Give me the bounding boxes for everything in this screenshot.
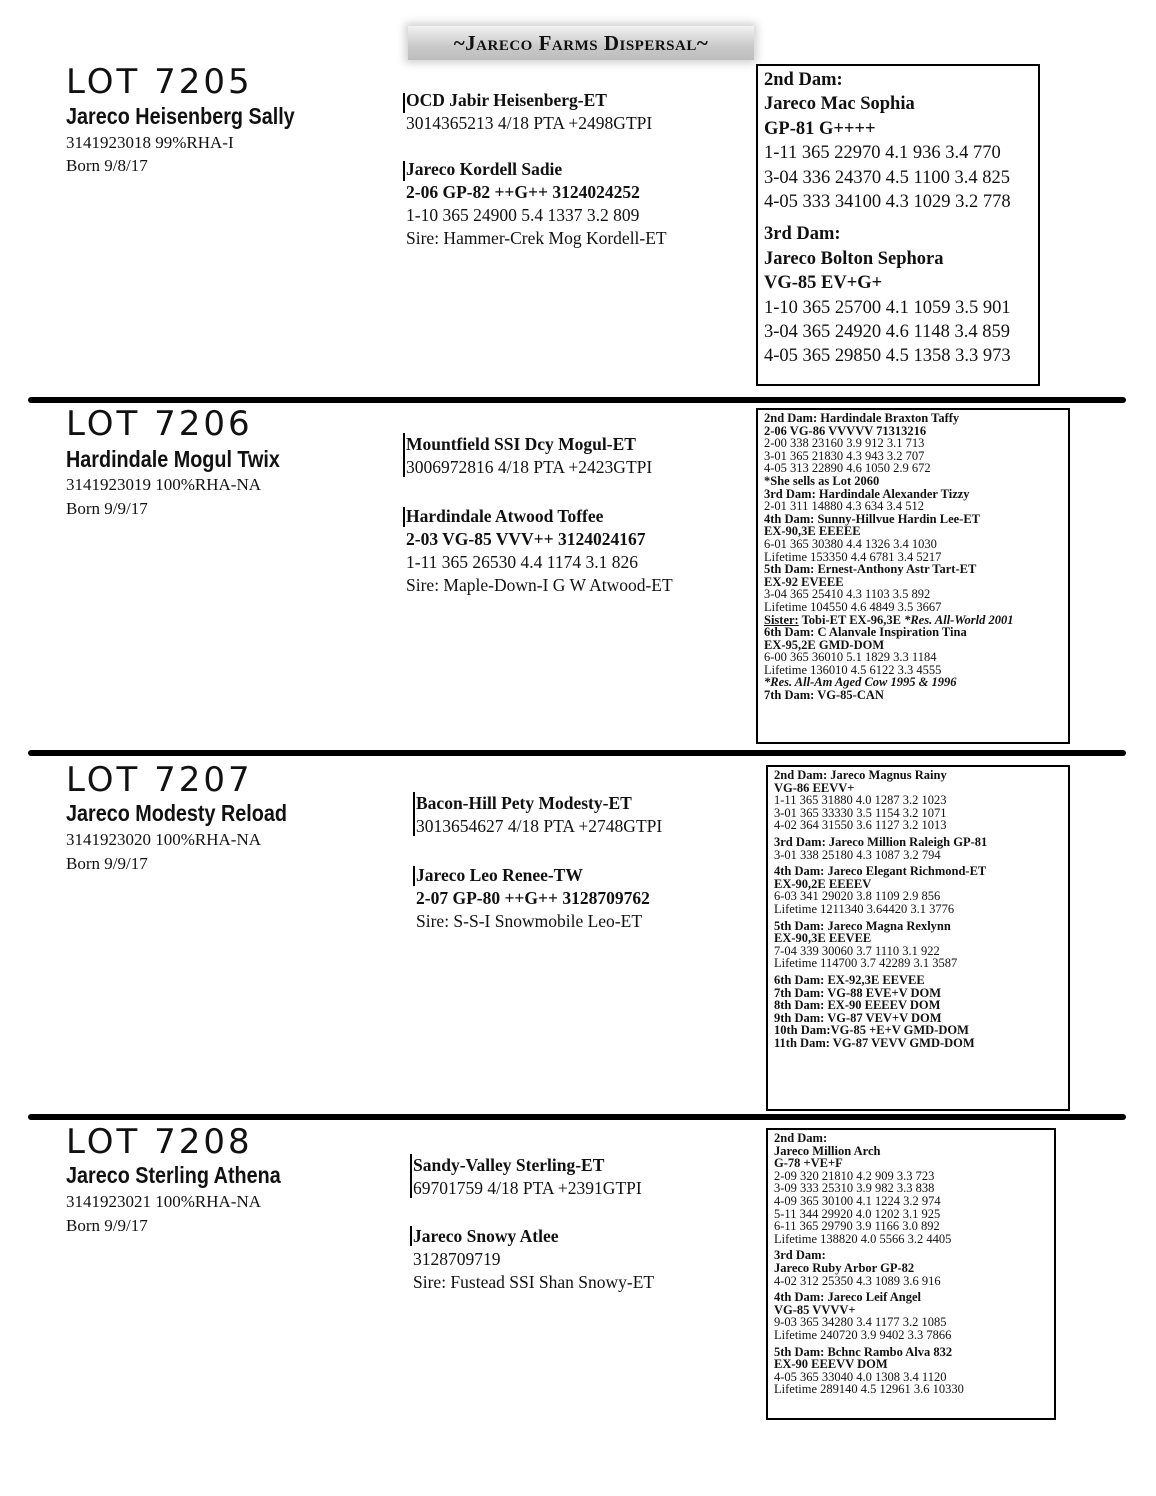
ancestry-line: 4-02 312 25350 4.3 1089 3.6 916 bbox=[774, 1273, 941, 1288]
ancestry-line: EX-90,2E EEEEV bbox=[774, 876, 872, 891]
ancestry-line: Lifetime 1211340 3.64420 3.1 3776 bbox=[774, 901, 955, 916]
dam-name: Jareco Kordell Sadie bbox=[406, 159, 563, 179]
animal-name: Hardindale Mogul Twix bbox=[66, 446, 280, 472]
sire-bracket bbox=[410, 1154, 412, 1198]
dam-score: 2-07 GP-80 ++G++ 3128709762 bbox=[416, 888, 650, 908]
ancestry-line: 8th Dam: EX-90 EEEEV DOM bbox=[774, 998, 941, 1013]
ancestry-line: Lifetime 104550 4.6 4849 3.5 3667 bbox=[764, 599, 942, 614]
dam-name: Jareco Snowy Atlee bbox=[413, 1226, 559, 1246]
ancestry-line: 4th Dam: Jareco Elegant Richmond-ET bbox=[774, 864, 987, 879]
lot-number: LOT 7205 bbox=[66, 62, 253, 102]
lot-divider bbox=[28, 750, 1126, 756]
ancestry-line: VG-85 EV+G+ bbox=[764, 273, 883, 294]
ancestry-line: 9-03 365 34280 3.4 1177 3.2 1085 bbox=[774, 1315, 947, 1330]
ancestry-line: 3-01 338 25180 4.3 1087 3.2 794 bbox=[774, 847, 941, 862]
ancestry-line: 1-10 365 25700 4.1 1059 3.5 901 bbox=[764, 297, 1011, 318]
ancestry-line: EX-92 EVEEE bbox=[764, 574, 844, 589]
ancestry-line: 2-00 338 23160 3.9 912 3.1 713 bbox=[764, 436, 925, 451]
ancestry-line: EX-90,3E EEVEE bbox=[774, 931, 872, 946]
dam-score: 2-06 GP-82 ++G++ 3124024252 bbox=[406, 182, 640, 202]
pedigree bbox=[406, 433, 746, 597]
sire-bracket bbox=[413, 792, 415, 836]
pedigree bbox=[406, 89, 746, 250]
ancestry-line: Lifetime 240720 3.9 9402 3.3 7866 bbox=[774, 1327, 952, 1342]
ancestry-line: Lifetime 289140 4.5 12961 3.6 10330 bbox=[774, 1382, 964, 1397]
animal-name: Jareco Modesty Reload bbox=[66, 800, 287, 826]
registration: 3141923020 100%RHA-NA bbox=[66, 830, 262, 849]
ancestry-line: 2nd Dam: bbox=[764, 70, 843, 90]
ancestry-line: VG-86 EEVV+ bbox=[774, 780, 855, 795]
pedigree bbox=[413, 1154, 753, 1294]
dam-bracket bbox=[413, 866, 415, 886]
ancestry-line: 6th Dam: EX-92,3E EEVEE bbox=[774, 972, 925, 987]
ancestry-line: 3-01 365 21830 4.3 943 3.2 707 bbox=[764, 448, 925, 463]
ancestry-line: 3-09 333 25310 3.9 982 3.3 838 bbox=[774, 1181, 935, 1196]
dam-sire: Sire: Maple-Down-I G W Atwood-ET bbox=[406, 575, 673, 595]
ancestry-line: 7-04 339 30060 3.7 1110 3.1 922 bbox=[774, 943, 940, 958]
registration: 3141923021 100%RHA-NA bbox=[66, 1192, 262, 1211]
ancestry-line: 5th Dam: Ernest-Anthony Astr Tart-ET bbox=[764, 562, 977, 577]
ancestry-line: 10th Dam:VG-85 +E+V GMD-DOM bbox=[774, 1023, 969, 1038]
ancestry-line: 2-01 311 14880 4.3 634 3.4 512 bbox=[764, 499, 924, 514]
sire-info: 3006972816 4/18 PTA +2423GTPI bbox=[406, 457, 653, 477]
sire-name: Mountfield SSI Dcy Mogul-ET bbox=[406, 434, 636, 454]
ancestry-line: 3rd Dam: Hardindale Alexander Tizzy bbox=[764, 486, 970, 501]
spacer bbox=[764, 214, 1032, 222]
birth-date: Born 9/8/17 bbox=[66, 156, 148, 175]
dam-sire: Sire: Fustead SSI Shan Snowy-ET bbox=[413, 1272, 655, 1292]
ancestry-line: 11th Dam: VG-87 VEVV GMD-DOM bbox=[774, 1035, 975, 1050]
birth-date: Born 9/9/17 bbox=[66, 499, 148, 518]
ancestry-line: 2-06 VG-86 VVVVV 71313216 bbox=[764, 423, 927, 438]
ancestry-line: 3rd Dam: bbox=[764, 224, 841, 245]
animal-name: Jareco Sterling Athena bbox=[66, 1162, 281, 1188]
sire-info: 3013654627 4/18 PTA +2748GTPI bbox=[416, 816, 663, 836]
ancestry-line: EX-95,2E GMD-DOM bbox=[764, 637, 885, 652]
ancestry-line: 5th Dam: Bchnc Rambo Alva 832 bbox=[774, 1344, 953, 1359]
sire-bracket bbox=[403, 433, 405, 477]
ancestry-line: 7th Dam: VG-85-CAN bbox=[764, 688, 884, 703]
ancestry-line: 4-02 364 31550 3.6 1127 3.2 1013 bbox=[774, 818, 947, 833]
ancestry-line: 3rd Dam: bbox=[774, 1248, 826, 1263]
ancestry-box bbox=[766, 765, 1070, 1111]
birth-date: Born 9/9/17 bbox=[66, 1216, 148, 1235]
animal-name: Jareco Heisenberg Sally bbox=[66, 103, 295, 129]
dam-bracket bbox=[403, 507, 405, 527]
ancestry-line: 3-04 365 24920 4.6 1148 3.4 859 bbox=[764, 322, 1010, 343]
sire-name: OCD Jabir Heisenberg-ET bbox=[406, 90, 607, 110]
sire-bracket bbox=[403, 93, 405, 113]
ancestry-line: Sister: Tobi-ET EX-96,3E *Res. All-World 2001 bbox=[764, 612, 1014, 627]
ancestry-line: 4-05 333 34100 4.3 1029 3.2 778 bbox=[764, 192, 1011, 213]
ancestry-line: 6-00 365 36010 5.1 1829 3.3 1184 bbox=[764, 650, 937, 665]
ancestry-line: 5-11 344 29920 4.0 1202 3.1 925 bbox=[774, 1206, 941, 1221]
ancestry-line: 1-11 365 22970 4.1 936 3.4 770 bbox=[764, 143, 1001, 164]
ancestry-line: Lifetime 136010 4.5 6122 3.3 4555 bbox=[764, 662, 942, 677]
ancestry-line: 4-05 365 33040 4.0 1308 3.4 1120 bbox=[774, 1369, 947, 1384]
ancestry-line: Jareco Million Arch bbox=[774, 1143, 881, 1158]
dam-name: Jareco Leo Renee-TW bbox=[416, 865, 583, 885]
page-title-banner bbox=[408, 26, 754, 60]
ancestry-line: 3-01 365 33330 3.5 1154 3.2 1071 bbox=[774, 805, 947, 820]
registration: 3141923019 100%RHA-NA bbox=[66, 475, 262, 494]
ancestry-line: Lifetime 138820 4.0 5566 3.2 4405 bbox=[774, 1231, 952, 1246]
ancestry-line: G-78 +VE+F bbox=[774, 1156, 843, 1171]
ancestry-line: 9th Dam: VG-87 VEV+V DOM bbox=[774, 1010, 942, 1025]
ancestry-box bbox=[756, 64, 1040, 386]
ancestry-line: 5th Dam: Jareco Magna Rexlynn bbox=[774, 918, 951, 933]
ancestry-line: GP-81 G++++ bbox=[764, 118, 876, 139]
ancestry-line: 4-05 365 29850 4.5 1358 3.3 973 bbox=[764, 346, 1011, 367]
birth-date: Born 9/9/17 bbox=[66, 854, 148, 873]
ancestry-box bbox=[766, 1128, 1056, 1420]
ancestry-line: Lifetime 114700 3.7 42289 3.1 3587 bbox=[774, 956, 958, 971]
ancestry-line: Jareco Bolton Sephora bbox=[764, 248, 944, 269]
ancestry-line: 3-04 365 25410 4.3 1103 3.5 892 bbox=[764, 587, 931, 602]
ancestry-line: 7th Dam: VG-88 EVE+V DOM bbox=[774, 985, 942, 1000]
dam-score: 3128709719 bbox=[413, 1249, 501, 1269]
ancestry-line: Jareco Mac Sophia bbox=[764, 94, 915, 115]
ancestry-line: 6-11 365 29790 3.9 1166 3.0 892 bbox=[774, 1219, 940, 1234]
dam-sire: Sire: Hammer-Crek Mog Kordell-ET bbox=[406, 228, 667, 248]
lot-number: LOT 7207 bbox=[66, 760, 253, 800]
ancestry-line: 4th Dam: Jareco Leif Angel bbox=[774, 1290, 921, 1305]
lot-number: LOT 7208 bbox=[66, 1122, 253, 1162]
ancestry-line: 2nd Dam: bbox=[774, 1131, 828, 1145]
lot-number: LOT 7206 bbox=[66, 404, 253, 444]
sire-info: 3014365213 4/18 PTA +2498GTPI bbox=[406, 113, 653, 133]
lot-divider bbox=[28, 397, 1126, 403]
ancestry-line: *Res. All-Am Aged Cow 1995 & 1996 bbox=[764, 675, 957, 690]
dam-record: 1-11 365 26530 4.4 1174 3.1 826 bbox=[406, 552, 639, 572]
ancestry-line: 1-11 365 31880 4.0 1287 3.2 1023 bbox=[774, 793, 947, 808]
ancestry-line: 6-03 341 29020 3.8 1109 2.9 856 bbox=[774, 889, 941, 904]
ancestry-line: 4-05 313 22890 4.6 1050 2.9 672 bbox=[764, 461, 931, 476]
dam-bracket bbox=[410, 1226, 412, 1246]
dam-record: 1-10 365 24900 5.4 1337 3.2 809 bbox=[406, 205, 640, 225]
ancestry-line: 6th Dam: C Alanvale Inspiration Tina bbox=[764, 625, 967, 640]
page-title: ~Jareco Farms Dispersal~ bbox=[453, 31, 709, 55]
sire-name: Sandy-Valley Sterling-ET bbox=[413, 1155, 605, 1175]
ancestry-box bbox=[756, 408, 1070, 744]
ancestry-line: VG-85 VVVV+ bbox=[774, 1302, 856, 1317]
ancestry-line: EX-90,3E EEEEE bbox=[764, 524, 861, 539]
lot-divider bbox=[28, 1114, 1126, 1120]
pedigree bbox=[416, 792, 756, 933]
ancestry-line: EX-90 EEEVV DOM bbox=[774, 1357, 888, 1372]
ancestry-line: 2nd Dam: Jareco Magnus Rainy bbox=[774, 768, 947, 782]
ancestry-line: Jareco Ruby Arbor GP-82 bbox=[774, 1260, 915, 1275]
sire-name: Bacon-Hill Pety Modesty-ET bbox=[416, 793, 632, 813]
registration: 3141923018 99%RHA-I bbox=[66, 133, 234, 152]
ancestry-line: 2-09 320 21810 4.2 909 3.3 723 bbox=[774, 1168, 935, 1183]
dam-sire: Sire: S-S-I Snowmobile Leo-ET bbox=[416, 911, 643, 931]
dam-name: Hardindale Atwood Toffee bbox=[406, 506, 604, 526]
dam-bracket bbox=[403, 161, 405, 181]
ancestry-line: *She sells as Lot 2060 bbox=[764, 473, 880, 488]
ancestry-line: 3-04 336 24370 4.5 1100 3.4 825 bbox=[764, 167, 1010, 188]
ancestry-line: 6-01 365 30380 4.4 1326 3.4 1030 bbox=[764, 536, 937, 551]
sire-info: 69701759 4/18 PTA +2391GTPI bbox=[413, 1178, 642, 1198]
dam-score: 2-03 VG-85 VVV++ 3124024167 bbox=[406, 529, 646, 549]
ancestry-line: 4-09 365 30100 4.1 1224 3.2 974 bbox=[774, 1193, 941, 1208]
ancestry-line: 3rd Dam: Jareco Million Raleigh GP-81 bbox=[774, 834, 988, 849]
ancestry-line: 2nd Dam: Hardindale Braxton Taffy bbox=[764, 411, 960, 425]
ancestry-line: Lifetime 153350 4.4 6781 3.4 5217 bbox=[764, 549, 942, 564]
ancestry-line: 4th Dam: Sunny-Hillvue Hardin Lee-ET bbox=[764, 511, 980, 526]
